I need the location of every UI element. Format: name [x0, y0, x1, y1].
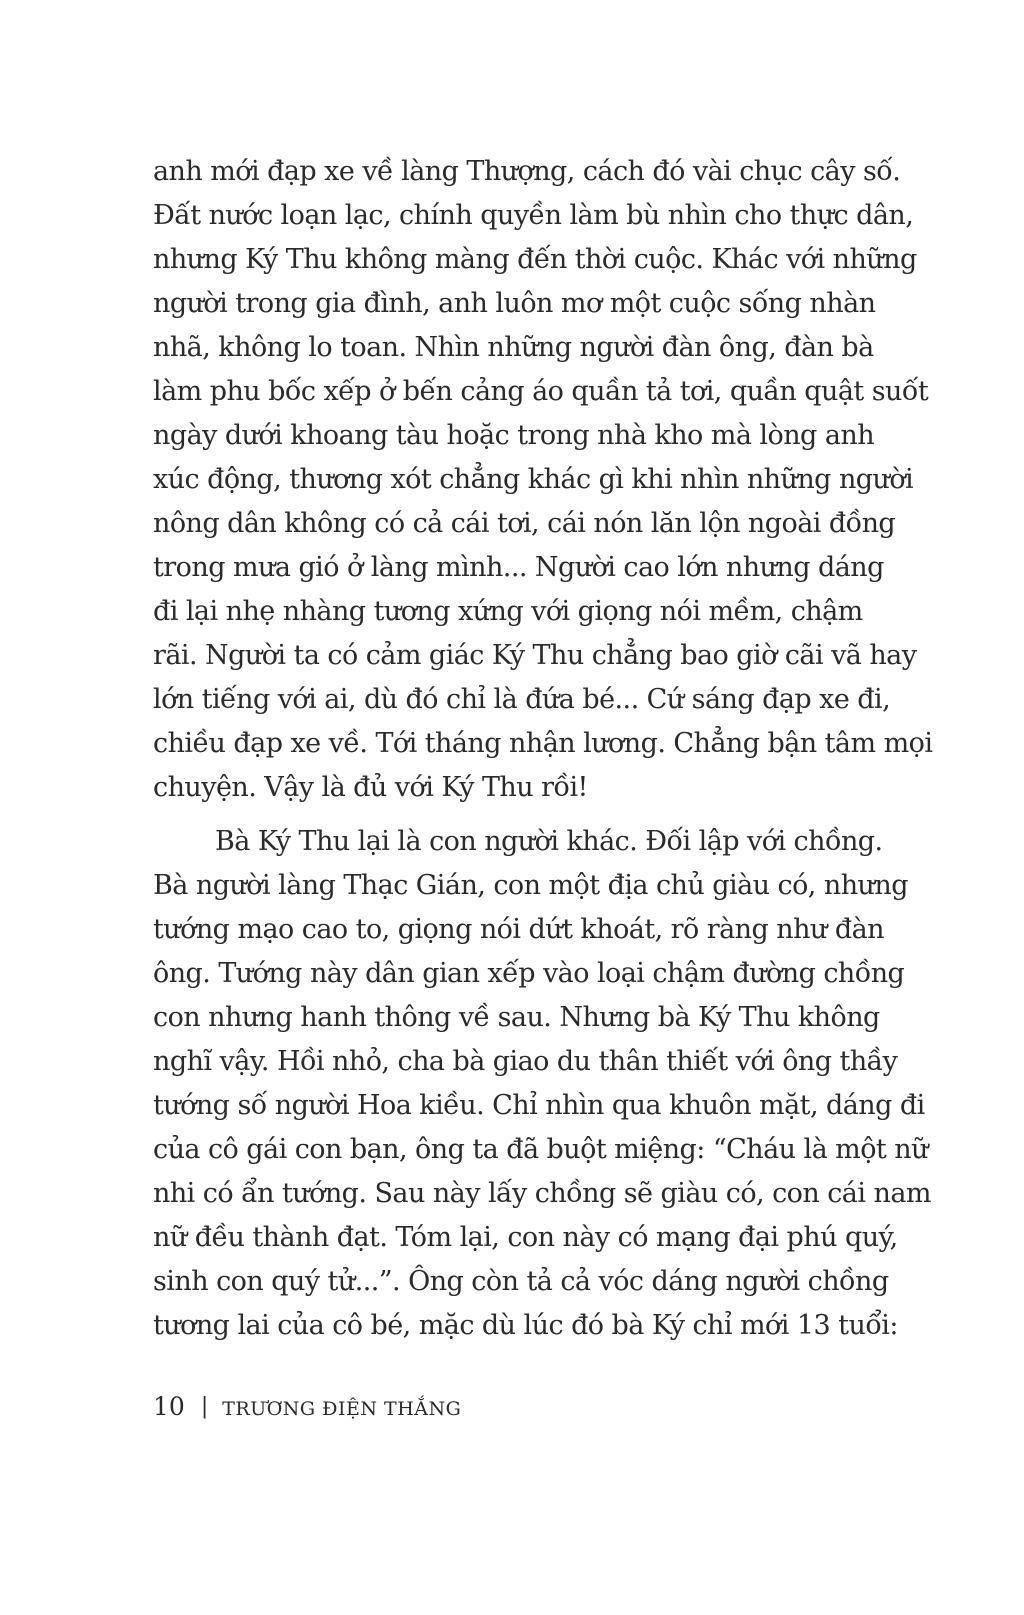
text-line: nhã, không lo toan. Nhìn những người đàn ông, đàn bà [153, 332, 874, 363]
text-line: nghĩ vậy. Hồi nhỏ, cha bà giao du thân thiết với ông thầy [153, 1046, 898, 1077]
body-text [153, 150, 933, 1348]
text-line: chiều đạp xe về. Tới tháng nhận lương. Chẳng bận tâm mọi [153, 728, 933, 759]
paragraph-2 [153, 820, 931, 1348]
footer-separator: | [200, 1394, 209, 1419]
text-line: xúc động, thương xót chẳng khác gì khi nhìn những người [153, 464, 914, 495]
text-line: sinh con quý tử...”. Ông còn tả cả vóc dáng người chồng [153, 1266, 889, 1297]
text-line: ông. Tướng này dân gian xếp vào loại chậm đường chồng [153, 958, 905, 989]
text-line: rãi. Người ta có cảm giác Ký Thu chẳng bao giờ cãi vã hay [153, 640, 917, 671]
text-line: đi lại nhẹ nhàng tương xứng với giọng nói mềm, chậm [153, 596, 863, 627]
text-line: làm phu bốc xếp ở bến cảng áo quần tả tơi, quần quật suốt [153, 376, 929, 407]
text-line: con nhưng hanh thông về sau. Nhưng bà Ký Thu không [153, 1002, 880, 1033]
text-line: nữ đều thành đạt. Tóm lại, con này có mạng đại phú quý, [153, 1222, 898, 1253]
text-line: người trong gia đình, anh luôn mơ một cuộc sống nhàn [153, 288, 876, 319]
text-line: nhi có ẩn tướng. Sau này lấy chồng sẽ giàu có, con cái nam [153, 1178, 931, 1209]
text-line: tương lai của cô bé, mặc dù lúc đó bà Ký chỉ mới 13 tuổi: [153, 1310, 898, 1341]
text-line: tướng mạo cao to, giọng nói dứt khoát, rõ ràng như đàn [153, 914, 884, 945]
text-line: Bà người làng Thạc Gián, con một địa chủ giàu có, nhưng [153, 870, 908, 901]
paragraph-1 [153, 150, 933, 810]
running-head-author: TRƯƠNG ĐIỆN THẮNG [222, 1398, 462, 1420]
text-line: ngày dưới khoang tàu hoặc trong nhà kho mà lòng anh [153, 420, 875, 451]
text-line: nông dân không có cả cái tơi, cái nón lăn lộn ngoài đồng [153, 508, 896, 539]
text-line: Đất nước loạn lạc, chính quyền làm bù nhìn cho thực dân, [153, 200, 914, 231]
text-line: chuyện. Vậy là đủ với Ký Thu rồi! [153, 772, 588, 803]
paragraph-gap [153, 810, 843, 820]
text-line: Bà Ký Thu lại là con người khác. Đối lập với chồng. [215, 826, 883, 857]
text-line: của cô gái con bạn, ông ta đã buột miệng: “Cháu là một nữ [153, 1134, 928, 1165]
text-line: tướng số người Hoa kiều. Chỉ nhìn qua khuôn mặt, dáng đi [153, 1090, 925, 1121]
text-line: lớn tiếng với ai, dù đó chỉ là đứa bé... Cứ sáng đạp xe đi, [153, 684, 891, 715]
text-line: nhưng Ký Thu không màng đến thời cuộc. Khác với những [153, 244, 917, 275]
page-footer [153, 1387, 461, 1427]
text-line: trong mưa gió ở làng mình... Người cao lớn nhưng dáng [153, 552, 884, 583]
page-number: 10 [153, 1392, 185, 1421]
text-line: anh mới đạp xe về làng Thượng, cách đó vài chục cây số. [153, 156, 901, 187]
